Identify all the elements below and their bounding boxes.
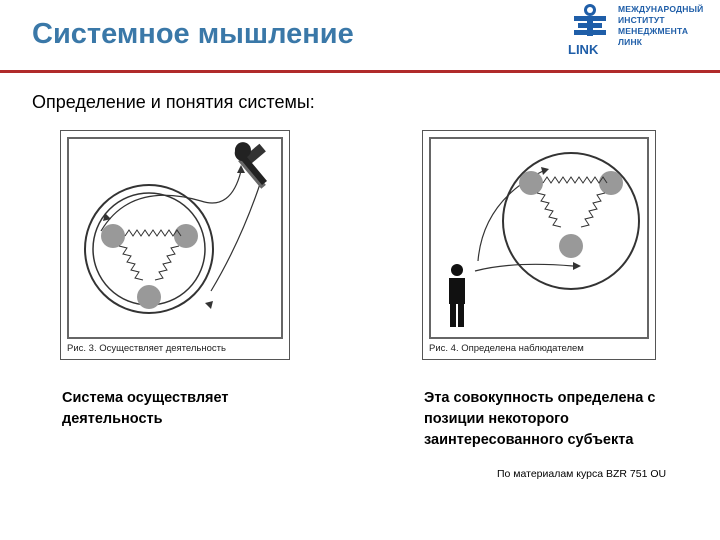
hammer-wrench-icon — [235, 142, 267, 189]
figure-caption: Рис. 4. Определена наблюдателем — [429, 343, 584, 354]
logo-line: ИНСТИТУТ — [618, 15, 665, 25]
logo-line: МЕЖДУНАРОДНЫЙ — [618, 4, 704, 14]
logo-text — [618, 4, 703, 48]
institute-logo — [566, 2, 716, 60]
section-subtitle: Определение и понятия системы: — [32, 92, 315, 112]
figure-caption: Рис. 3. Осуществляет деятельность — [67, 343, 226, 354]
logo-line: МЕНЕДЖМЕНТА — [618, 26, 689, 36]
logo-brand: LINK — [568, 42, 599, 57]
person-icon — [449, 264, 465, 327]
logo-line: ЛИНК — [618, 37, 643, 47]
figure-activity — [60, 130, 290, 360]
system-observer-diagram — [423, 131, 655, 341]
left-caption: Система осуществляет деятельность — [62, 390, 229, 427]
header-divider — [0, 70, 720, 73]
figure-observer — [422, 130, 656, 360]
link-emblem-icon — [568, 2, 616, 42]
slide-title: Системное мышление — [32, 18, 354, 50]
right-caption: Эта совокупность определена с позиции некоторого заинтересованного субъекта — [424, 390, 656, 448]
source-note: По материалам курса BZR 751 OU — [497, 468, 667, 480]
system-activity-diagram — [61, 131, 289, 341]
